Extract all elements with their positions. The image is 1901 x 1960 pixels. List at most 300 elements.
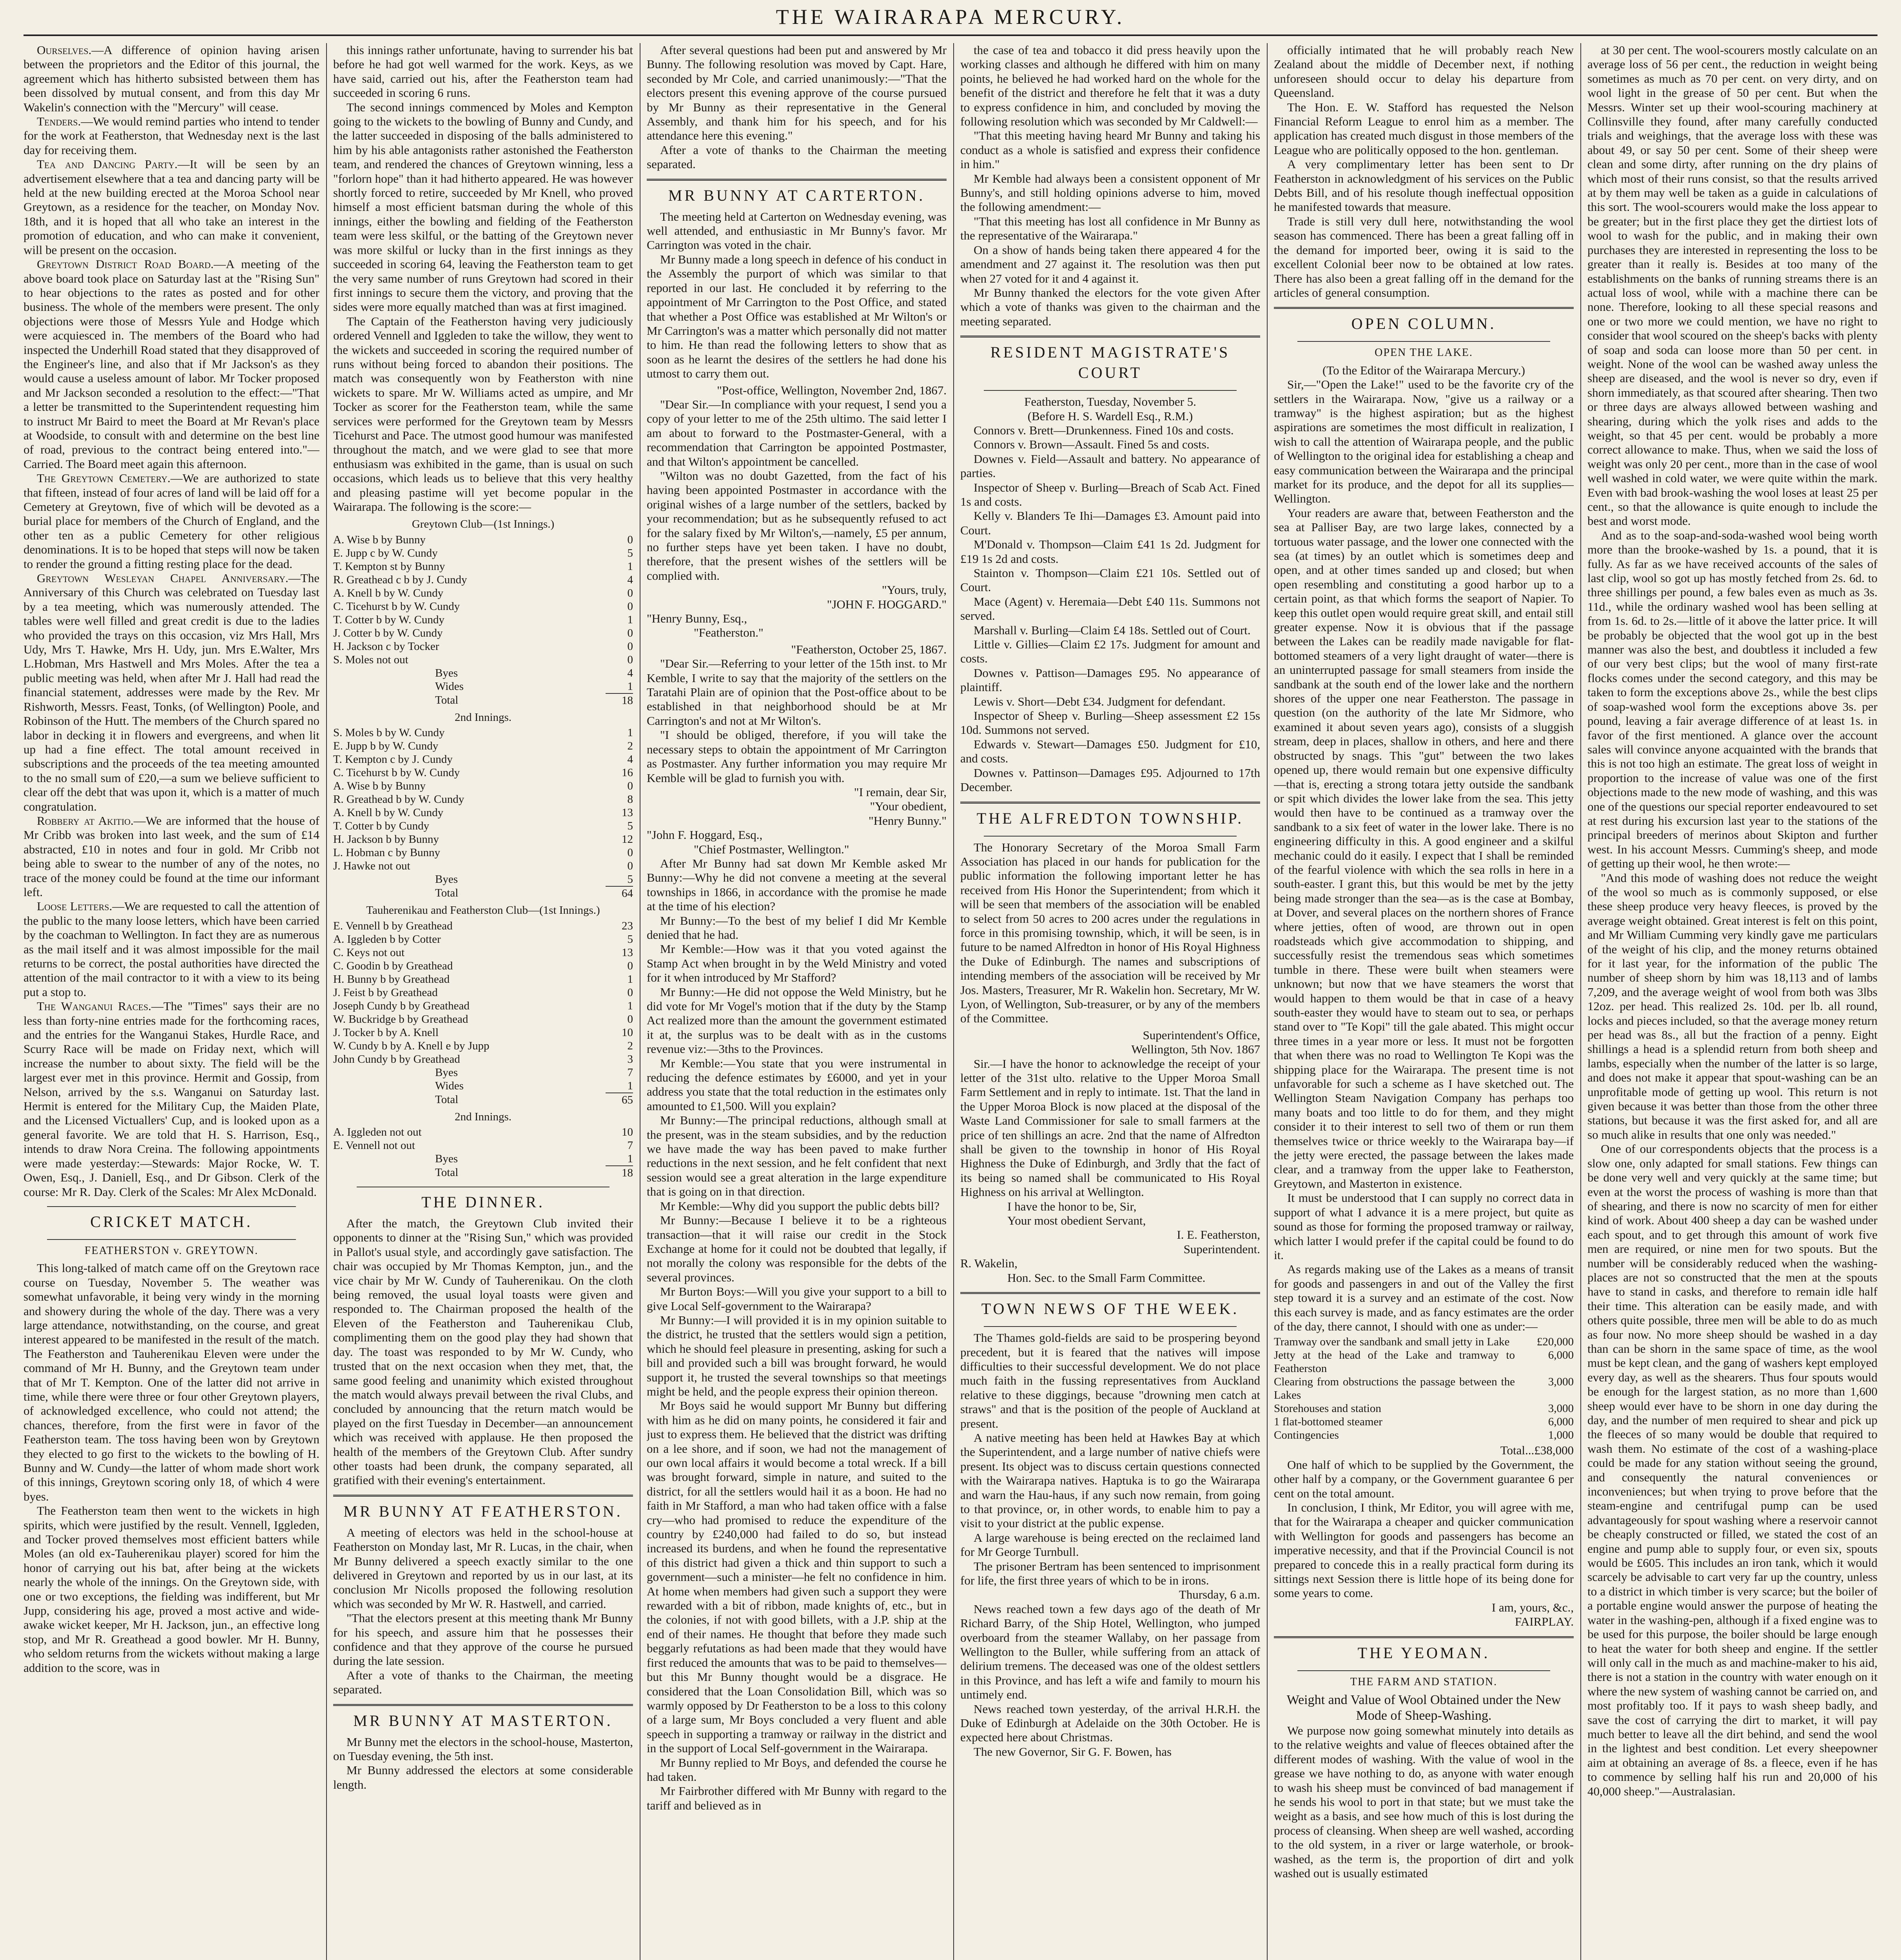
letter-recipient: "John F. Hoggard, Esq.,	[647, 828, 763, 842]
local-news	[24, 43, 319, 1199]
news-run-in-heading: Robbery at Akitio.	[37, 813, 134, 828]
scorecard-row	[333, 819, 633, 833]
news-run-in-heading: The Greytown Cemetery.	[37, 471, 171, 485]
scorecard-extras	[333, 680, 633, 693]
batsman: S. Moles b by W. Cundy	[333, 726, 445, 739]
yeoman-headline: Weight and Value of Wool Obtained under the New Mode of Sheep-Washing.	[1286, 1693, 1561, 1723]
runs: 8	[627, 793, 633, 806]
batsman: C. Goodin b by Greathead	[333, 959, 453, 972]
letter-signer: FAIRPLAY.	[1515, 1615, 1574, 1629]
scorecard-row	[333, 533, 633, 546]
masthead-rule	[24, 34, 1877, 36]
batsman: H. Jackson b by Bunny	[333, 833, 439, 846]
court-cases	[960, 423, 1260, 795]
carterton-resolution	[960, 43, 1260, 328]
batsman: John Cundy b by Greathead	[333, 1053, 460, 1065]
section-divider	[1297, 1670, 1550, 1671]
bunny-masterton-paragraph: Mr Bunny met the electors in the school-house, Masterton, on Tuesday evening, the 5th inst.	[333, 1735, 633, 1763]
scorecard-row	[333, 1026, 633, 1039]
open-column-paragraph: As regards making use of the Lakes as a means of transit for goods and passengers in and out of the Valley the first step toward it is a survey and an estimate of the cost. Now this each survey is made, and as fancy estimates are the order of the day, there cannot, I should with one as under:—	[1274, 1262, 1574, 1333]
yeoman-heading: THE YEOMAN.	[1357, 1644, 1490, 1662]
scorecard-row	[333, 986, 633, 999]
runs: 16	[622, 766, 633, 779]
carterton-paragraph: "That this meeting having heard Mr Bunny and taking his conduct as a whole is satisfied and express their confidence in him."	[960, 129, 1260, 171]
runs: 3	[627, 1053, 633, 1065]
letter-dateline: Wellington, 5th Nov. 1867	[1131, 1042, 1260, 1056]
scorecard-row	[333, 1013, 633, 1026]
news-run-in-heading: Greytown Wesleyan Chapel Anniversary.	[37, 571, 288, 585]
letter-close: "Your obedient,	[870, 799, 947, 813]
batsman: A. Iggleden not out	[333, 1126, 422, 1139]
batsman: E. Vennell b by Greathead	[333, 919, 453, 932]
dinner-heading: THE DINNER.	[421, 1193, 545, 1211]
carterton-paragraph: Mr Bunny made a long speech in defence of his conduct in the Assembly the purport of which was similar to that reported in our last. He concluded it by referring to the appointment of Mr Carrington to the Post Office, and stated that whether a Post Office was established at Mr Wilton's or Mr Carrington's was a matter which personally did not matter to him. He than read the following letters to show that as soon as he learnt the desires of the settlers he had done his utmost to carry them out.	[647, 252, 947, 381]
scorecard-row	[333, 1053, 633, 1066]
carterton-paragraph: Mr Kemble:—Why did you support the public debts bill?	[660, 1199, 940, 1213]
town-news-heading: TOWN NEWS OF THE WEEK.	[981, 1300, 1239, 1318]
cricket-paragraph: This long-talked of match came off on the Greytown race course on Tuesday, November 5. The weather was somewhat unfavorable, it being very windy in the morning and showery during the whole of the day. There was a very large attendance, notwithstanding, on the course, and great interest appeared to be manifested in the result of the match. The Featherston and Tauherenikau Eleven were under the command of Mr H. Bunny, and the Greytown team under that of Mr T. Kempton. One of the latter did not arrive in time, while there were three or four other Greytown players, of acknowledged excellence, who could not attend; the chances, therefore, from the first were in favor of the Featherston team. The toss having been won by Greytown they elected to go first to the wickets to the bowling of H. Bunny and W. Cundy—the latter of whom made short work of this innings, Greytown scoring only 18, of which 4 were byes.	[24, 1261, 319, 1503]
section-divider	[984, 390, 1237, 391]
carterton-paragraph: Mr Burton Boys:—Will you give your support to a bill to give Local Self-government to the Wairarapa?	[647, 1285, 947, 1313]
batsman: Joseph Cundy b by Greathead	[333, 999, 470, 1012]
estimate-table	[1274, 1335, 1574, 1442]
runs: 64	[606, 886, 633, 900]
cricket-paragraph: The second innings commenced by Moles and Kempton going to the wickets to the bowling of Bunny and Cundy, and the latter succeeded in disposing of the balls administered to him by his able antagonists rather astonished the Featherston team, and rendered the chances of Greytown winning, less a "forlorn hope" than it had hitherto appeared. He was however shortly forced to retire, succeeded by Mr Knell, who proved himself a most efficient batsman during the whole of this innings, either the bowling and fielding of the Featherston team were less skilful, or the batting of the Greytown never was more skilful or lucky than in the first innings as they succeeded in scoring 64, leaving the Featherston team to get the very same number of runs Greytown had scored in their first innings to secure them the victory, and proving that the sides were more equally matched than was at first imagined.	[333, 100, 633, 314]
town-news-paragraph: Trade is still very dull here, notwithstanding the wool season has commenced. There has been a great falling off in the demand for imported beer, owing it is said to the excellent Colonial beer now to be obtained at low rates. There has also been a great falling off in the demand for the articles of general consumption.	[1274, 214, 1574, 299]
batsman: J. Cotter b by W. Cundy	[333, 626, 443, 639]
batsman: R. Greathead c b by J. Cundy	[333, 573, 467, 586]
section-divider	[984, 836, 1237, 837]
batsman: Byes	[435, 873, 458, 886]
court-case: Inspector of Sheep v. Burling—Breach of Scab Act. Fined 1s and costs.	[960, 480, 1260, 508]
estimate-row	[1274, 1375, 1574, 1402]
carterton-paragraph: Mr Bunny:—To the best of my belief I did Mr Kemble denied that he had.	[647, 913, 947, 942]
column-rule	[1580, 43, 1581, 1960]
batsman: T. Cotter b by W. Cundy	[333, 613, 444, 626]
runs: 13	[622, 946, 633, 959]
carterton-paragraph: Mr Bunny:—The principal reductions, although small at the present, was in the steam subsidies, and by the reduction we have made the way has been paved to make further reductions in the next session, and he felt confident that next session would see a great alteration in the large expenditure that is going on in that direction.	[647, 1113, 947, 1199]
letter-body: "Dear Sir.—Referring to your letter of the 15th inst. to Mr Kemble, I write to say that the majority of the settlers on the Taratahi Plain are of opinion that the Post-office about to be established in that neighborhood should be at Mr Carrington's and not at Mr Wilton's.	[647, 657, 947, 728]
letter-body: "Dear Sir.—In compliance with your request, I send you a copy of your letter to me of the 25th ultimo. The said letter I am about to forward to the Postmaster-General, with a recommendation that Carrington be appointed Postmaster, and that Wilton's appointment be cancelled.	[647, 397, 947, 468]
estimate-amount: 6,000	[1548, 1416, 1574, 1428]
carterton-paragraph: Mr Bunny:—I will provided it is in my opinion suitable to the district, he trusted that the settlers would sign a petition, which he should feel pleasure in presenting, asking for such a bill and provided such a bill was brought forward, he would support it, he trusted the several townships so that meetings might be held, and the people express their opinion thereon.	[647, 1313, 947, 1398]
scorecard-row	[333, 1039, 633, 1053]
town-news-paragraph: The Thames gold-fields are said to be prospering beyond precedent, but it is feared that the natives will impose difficulties to their successful development. We do not place much faith in the fussing representatives from Auckland relative to these diggings, because "drowning men catch at straws" and that is the position of the people of Auckland at present.	[960, 1331, 1260, 1430]
open-column-subheading: OPEN THE LAKE.	[1375, 347, 1473, 359]
town-news-time: Thursday, 6 a.m.	[1179, 1588, 1260, 1602]
letter-signer: "Henry Bunny."	[869, 813, 947, 828]
letter-close: "I remain, dear Sir,	[854, 785, 947, 799]
batsman: Byes	[435, 1066, 458, 1079]
letter-signer-role: Superintendent.	[1183, 1242, 1260, 1256]
runs: 2	[627, 1039, 633, 1052]
bunny-featherston-paragraph: A meeting of electors was held in the school-house at Featherston on Monday last, Mr R. Lucas, in the chair, when Mr Bunny delivered a speech exactly similar to the one delivered in Greytown and reported by us in our last, at its conclusion Mr Nicolls proposed the following resolution which was seconded by Mr W. R. Hastwell, and carried.	[333, 1525, 633, 1611]
court-case: Lewis v. Short—Debt £34. Judgment for defendant.	[974, 694, 1226, 708]
scorecard-row	[333, 959, 633, 973]
scorecard-row	[333, 859, 633, 873]
letter-close: I am, yours, &c.,	[1491, 1600, 1574, 1614]
section-divider	[1274, 307, 1574, 309]
batsman: H. Jackson c by Tocker	[333, 640, 439, 653]
scorecard-row	[333, 546, 633, 560]
yeoman-paragraph: We purpose now going somewhat minutely into details as to the relative weights and value of fleeces obtained after the different modes of washing. With the value of wool in the grease we have nothing to do, as anyone with water enough to wash his sheep must be convinced of bad management if he sends his wool to port in that state; but we must take the weight as a basis, and see how much of this is lost during the process of cleansing. When sheep are well washed, according to the old system, in a river or large waterhole, or brook-washed, as the term is, the proportion of dirt and yolk washed out is usually estimated	[1274, 1724, 1574, 1880]
alfredton-heading: THE ALFREDTON TOWNSHIP.	[976, 809, 1244, 827]
runs: 18	[606, 693, 633, 707]
runs: 65	[606, 1093, 633, 1107]
masterton-paragraph: After several questions had been put and answered by Mr Bunny. The following resolution was moved by Capt. Hare, seconded by Mr Cole, and carried unanimously:—"That the electors present this evening approve of the course pursued by Mr Bunny as their representative in the General Assembly, and thank him for his speech, and for his attendance here this evening."	[647, 43, 947, 143]
column-rule	[1267, 43, 1268, 1960]
runs: 10	[622, 1126, 633, 1139]
bunny-featherston-paragraph: After a vote of thanks to the Chairman, the meeting separated.	[333, 1668, 633, 1697]
runs: 4	[627, 573, 633, 586]
section-divider	[984, 1326, 1237, 1327]
letter-body: "I should be obliged, therefore, if you will take the necessary steps to obtain the appointment of Mr Carrington as Postmaster. Any further information you may require Mr Kemble will be glad to furnish you with.	[647, 728, 947, 785]
runs: 2	[627, 740, 633, 753]
yeoman-paragraph: One of our correspondents objects that the process is a slow one, only adapted for small stations. Few things can be done very well and very quickly at the same time; but even at the worst the process of washing is more than that of shearing, and there is now no scarcity of men for either kind of work. About 400 sheep a day can be washed under each spout, and to get through this amount of work five men are required, or nine men for two spouts. But the number will be considerably reduced when the washing-places are not so constructed that the men at the spouts have to stand in casks, and therefore to remain idle half their time. This alteration can be easily made, and with others quite possible, three men will be able to do as much as four now. No more sheep should be washed in a day than can be shorn in the same space of time, as the wool must be kept clean, and the gang of washers kept employed every day, as well as the shearers. Thus four spouts would be enough for the largest station, as no more than 1,600 sheep would ever have to be shorn in one day during the day, and the number of men required to shear and pick up the fleeces of so many would be double that required to wash them. No estimate of the cost of a washing-place could be made for any station without seeing the ground, and consequently the natural conveniences or inconveniences; but when trying to prove before that the steam-engine and centrifugal pump can be used advantageously for spout washing where a reservoir cannot be cheaply constructed or filled, we stated the cost of an engine and pump able to supply four, or even six, spouts would be £605. This includes an iron tank, which it would scarcely be advisable to cart very far up the country, unless to a district in which timber is very scarce; but the boiler of a portable engine would answer the purpose of heating the water in the washing-pen, although if a fixed engine was to be used for this purpose, the boiler should be large enough to heat the water for both sheep and engine. If the settler will only call in the much as and machine-maker to his aid, there is not a station in the country with water enough on it where the new system of washing cannot be carried on, and most profitably too. If it pays to wash sheep badly, and save the cost of carrying the dirt to market, it will pay much better to leave all the dirt behind, and send the wool in the lightest and best condition. Let every sheepowner aim at obtaining an average of 8s. a fleece, even if he has to commence by selling half his run and 20,000 of his 40,000 sheep."—Australasian.	[1587, 1142, 1877, 1798]
yeoman-paragraph: at 30 per cent. The wool-scourers mostly calculate on an average loss of 56 per cent., the reduction in weight being sometimes as much as 70 per cent. on very dirty, and on wool light in the grease of 50 per cent. But when the Messrs. Winter set up their wool-scouring machinery at Collinsville they found, after many carefully conducted trials and weighings, that the average loss with these was about 49, or say 50 per cent. Some of their sheep were clean and some dirty, after running on the dry plains of which most of their runs consist, so that the results arrived at by them may well be taken as a guide in calculations of this sort. The wool-scourers would make the loss appear to be greater; but in the first place they get the dirtiest lots of wool to wash for the public, and in making their own purchases they are interested in representing the loss to be greater than it really is. Besides at too many of the establishments on the banks of running streams there is an actual loss of wool, while with a machine there can be none. Therefore, looking to all these special reasons and one or two more we could mention, we have no right to consider that wool scoured on the sheep's backs with plenty of soap and soda can loose more than 50 per cent. in weight. None of the wool can be washed away unless the sheep are diseased, and the wool is never so dry, even if shorn immediately, as that scoured after shearing. Then two or three days are always allowed between washing and shearing, during which the yolk rises and adds to the weight, so that 45 per cent. would be probably a more correct allowance to make. Thus, when we said the loss of weight was only 20 per cent., more than in the case of wool well washed in cold water, we were quite within the mark. Even with bad brook-washing the wool loses at least 25 per cent., so that the allowance is quite enough to include the best and worst mode.	[1587, 43, 1877, 528]
batsman: C. Ticehurst b by W. Cundy	[333, 600, 460, 613]
scorecard-row	[333, 753, 633, 766]
masthead-title: THE WAIRARAPA MERCURY.	[776, 5, 1125, 29]
yeoman-paragraph: "And this mode of washing does not reduce the weight of the wool so much as is commonly supposed, or else these sheep produce very heavy fleeces, is proved by the average weight obtained. Great interest is felt on this point, and Mr William Cumming very kindly gave me particulars of the weight of his clip, and the money returns obtained for it last year, for the information of the public The number of sheep shorn by him was 18,113 and of lambs 7,209, and the average weight of wool from both was 3lbs 12oz. per head. This realized 2s. 10d. per lb. all round, locks and pieces included, so that the average money return per head was 8s., all but the fraction of a penny. Eight shillings a head is a splendid return from both sheep and lambs, especially when the number of the latter is so large, and does not make it appear that spout-washing can be an unprofitable mode of getting up wool. This return is not given because it was better than those from the other three stations, but because it was the first asked for, and all are so much alike in results that one only was needed."	[1587, 871, 1877, 1142]
runs: 5	[627, 546, 633, 559]
town-news-paragraph: officially intimated that he will probably reach New Zealand about the middle of December next, if nothing unforeseen should occur to delay his departure from Queensland.	[1274, 43, 1574, 100]
estimate-amount: 1,000	[1548, 1429, 1574, 1442]
scorecard-table	[333, 726, 633, 900]
column-6	[1587, 43, 1877, 1960]
batsman: E. Jupp c by W. Cundy	[333, 546, 438, 559]
estimate-item: 1 flat-bottomed steamer	[1274, 1416, 1383, 1428]
letter-dateline: "Featherston, October 25, 1867.	[791, 642, 947, 656]
runs: 0	[627, 626, 633, 639]
scorecard-extras	[333, 1152, 633, 1166]
estimate-item: Contingencies	[1274, 1429, 1339, 1442]
runs: 12	[622, 833, 633, 846]
open-column-letter	[1274, 1458, 1574, 1601]
scorecard-row	[333, 999, 633, 1013]
scorecard-row	[333, 846, 633, 859]
news-text: —We are authorized to state that fifteen, instead of four acres of land will be laid off for a Cemetery at Greytown, five of which will be devoted as a burial place for members of the Church of England, and the other ten as a public Cemetery for other religious denominations. It is to be hoped that steps will now be taken to render the ground a fitting resting place for the dead.	[24, 471, 319, 571]
scorecard-row	[333, 1139, 633, 1152]
runs: 0	[627, 653, 633, 666]
cricket-paragraph: The Captain of the Featherston having very judiciously ordered Vennell and Iggleden to take the willow, they went to the wickets and succeeded in scoring the required number of runs without being forced to abandon their positions. The match was consequently won by Featherston with nine wickets to spare. Mr W. Williams acted as umpire, and Mr Tocker as scorer for the Featherston team, while the same services were performed for the Greytown team by Messrs Ticehurst and Pace. The utmost good humour was manifested throughout the match, and we were glad to see that more enthusiasm was exhibited in the game, than is usual on such occasions, which leads us to believe that this very healthy and pleasing pastime will yet become popular in the Wairarapa. The following is the score:—	[333, 314, 633, 514]
letter-close: "Yours, truly,	[882, 583, 947, 597]
batsman: E. Jupp b by W. Cundy	[333, 740, 439, 753]
letter-recipient: "Henry Bunny, Esq.,	[647, 612, 747, 626]
news-run-in-heading: Loose Letters.	[37, 899, 112, 913]
scorecard-row	[333, 726, 633, 739]
runs: 0	[627, 846, 633, 859]
scorecard-row	[333, 560, 633, 573]
runs: 0	[627, 986, 633, 999]
cricket-paragraph: this innings rather unfortunate, having to surrender his bat before he had got well warmed for the work. Keys, as we have said, carried out his, after the Featherston team had succeeded in scoring 6 runs.	[333, 43, 633, 100]
dinner-paragraph: After the match, the Greytown Club invited their opponents to dinner at the "Rising Sun," which was provided in Pallot's usual style, and accordingly gave satisfaction. The chair was occupied by Mr Thomas Kempton, jun., and the vice chair by Mr W. Cundy of Tauherenikau. On the cloth being removed, the usual loyal toasts were given and responded to. The Chairman proposed the health of the Eleven of the Featherston and Tauherenikau Club, complimenting them on the good play they had shown that day. The toast was responded to by Mr W. Cundy, who trusted that on the next occasion when they met, that, the same good feeling and unanimity which existed throughout the match would always prevail between the rival Clubs, and concluded by announcing that the return match would be played on the first Tuesday in December—an announcement which was received with applause. He then proposed the health of the members of the Greytown Club. After sundry other toasts had been drunk, the company separated, all gratified with their evening's entertainment.	[333, 1216, 633, 1487]
news-run-in-heading: Tea and Dancing Party.	[37, 157, 178, 171]
scorecard-row	[333, 626, 633, 640]
estimate-item: Jetty at the head of the Lake and tramway to Featherston	[1274, 1349, 1515, 1375]
scorecard-table	[333, 919, 633, 1107]
estimate-amount: 3,000	[1548, 1402, 1574, 1415]
carterton-paragraph: Mr Bunny:—Because I believe it to be a righteous transaction—that it will raise our credit in the Stock Exchange at home for it could not be doubted that legally, if not morally the colony was responsible for the debts of the several provinces.	[647, 1213, 947, 1284]
news-run-in-heading: The Wanganui Races.	[37, 999, 151, 1013]
batsman: E. Vennell not out	[333, 1139, 415, 1152]
open-column-paragraph: Sir,—"Open the Lake!" used to be the favorite cry of the settlers in the Wairarapa. Now, "give us a railway or a tramway" is the highest aspiration; but as the highest aspirations are sometimes the most difficult in realization, I wish to call the attention of Wairarapa people, and the public of Wellington to the original idea for establishing a cheap and easy communication between the Wairarapa and the principal market for its produce, and the depot for all its supplies—Wellington.	[1274, 377, 1574, 506]
batsman: A. Wise b by Bunny	[333, 533, 426, 546]
court-case: Connors v. Brown—Assault. Fined 5s and costs.	[974, 437, 1210, 452]
news-paragraph	[24, 43, 319, 114]
estimate-amount: 3,000	[1548, 1376, 1574, 1388]
cricket-heading: CRICKET MATCH.	[90, 1212, 253, 1230]
town-news	[1274, 43, 1574, 300]
batsman: S. Moles not out	[333, 653, 408, 666]
news-text: —A difference of opinion having arisen between the proprietors and the Editor of this journal, the agreement which has hitherto subsisted between them has been dissolved by mutual consent, and from this day Mr Wakelin's connection with the "Mercury" will cease.	[24, 43, 319, 114]
scorecard-row	[333, 653, 633, 666]
runs: 1	[627, 613, 633, 626]
estimate-amount: 6,000	[1548, 1349, 1574, 1362]
runs: 0	[627, 586, 633, 599]
court-heading: RESIDENT MAGISTRATE'S COURT	[990, 343, 1230, 382]
runs: 4	[627, 666, 633, 679]
section-divider	[333, 1704, 633, 1706]
court-case: Marshall v. Burling—Claim £4 18s. Settled out of Court.	[974, 623, 1251, 637]
court-case: Mace (Agent) v. Heremaia—Debt £40 11s. Summons not served.	[960, 594, 1260, 623]
scorecard-total	[333, 1166, 633, 1180]
scorecard-title: 2nd Innings.	[455, 1110, 512, 1123]
news-run-in-heading: Greytown District Road Board.	[37, 257, 214, 271]
runs: 18	[606, 1166, 633, 1180]
news-run-in-heading: Ourselves.	[37, 43, 92, 57]
estimate-row	[1274, 1402, 1574, 1415]
estimate-row	[1274, 1415, 1574, 1428]
open-column-paragraph: In conclusion, I think, Mr Editor, you will agree with me, that for the Wairarapa a cheaper and quicker communication with Wellington for goods and passengers has become an imperative necessity, and that if the Provincial Council is not prepared to concede this in a really practical form during its sittings next Session there is little hope of its being done for some years to come.	[1274, 1500, 1574, 1600]
letter-place: "Featherston."	[694, 626, 764, 640]
news-text: —The "Times" says their are no less than forty-nine entries made for the forthcoming races, and the entries for the Wanganui Stakes, Hurdle Race, and Scurry Race will be made on Friday next, which will increase the number to about sixty. The field will be the largest ever met in this province. Hermit and Gossip, from Nelson, arrived by the s.s. Wanganui on Saturday last. Hermit is entered for the Military Cup, the Maiden Plate, and the Licensed Victuallers' Cup, and is looked upon as a general favorite. We are told that H. S. Harrison, Esq., intends to draw Nora Creina. The following appointments were made yesterday:—Stewards: Major Rocke, W. T. Owen, Esq., J. Daniell, Esq., and Dr Gibson. Clerk of the course: Mr R. Day. Clerk of the Scales: Mr Alex McDonald.	[24, 999, 319, 1199]
scorecard-row	[333, 613, 633, 626]
estimate-row	[1274, 1428, 1574, 1442]
section-divider	[647, 179, 947, 181]
batsman: A. Iggleden b by Cotter	[333, 933, 441, 946]
open-column-paragraph: It must be understood that I can supply no correct data in support of what I advance it is a mere project, but quite as sound as those for forming the proposed tramway or railway, which latter I would prefer if the capital could be found to do it.	[1274, 1191, 1574, 1262]
court-dateline: Featherston, Tuesday, November 5.	[1024, 395, 1196, 409]
news-text: —We would remind parties who intend to tender for the work at Featherston, that Wednesday next is the last day for receiving them.	[24, 114, 319, 157]
news-paragraph	[24, 157, 319, 257]
letter-close: Your most obedient Servant,	[1007, 1214, 1146, 1228]
letter-body: "Wilton was no doubt Gazetted, from the fact of his having been appointed Postmaster in accordance with the original wishes of a large number of the settlers, backed by your recommendation; but as he subsequently refused to act for the salary fixed by Mr Wilton's,—namely, £5 per annum, no further steps have yet been taken. I have no doubt, therefore, that the present wishes of the settlers will be complied with.	[647, 468, 947, 583]
scorecard-row	[333, 779, 633, 793]
carterton-paragraph: Mr Kemble had always been a consistent opponent of Mr Bunny's, and still holding opinions adverse to him, moved the following amendment:—	[960, 171, 1260, 214]
batsman: Total	[435, 1093, 459, 1106]
open-column-letter	[1274, 377, 1574, 1334]
runs: 7	[627, 1066, 633, 1079]
section-divider	[1297, 341, 1550, 342]
town-news-paragraph: News reached town yesterday, of the arrival H.R.H. the Duke of Edinburgh at Adelaide on the 30th October. He is expected here about Christmas.	[960, 1702, 1260, 1744]
runs: 10	[622, 1026, 633, 1039]
runs: 4	[627, 753, 633, 766]
town-news-paragraph: A native meeting has been held at Hawkes Bay at which the Superintendent, and a large number of native chiefs were present. Its object was to discuss certain questions connected with the Wairarapa natives. Haptuka is to go the Wairarapa and warn the Hau-haus, if any such now remain, from going to that province, or, in other words, to enable him to pay a visit to your district at the public expense.	[960, 1430, 1260, 1530]
batsman: A. Knell b by W. Cundy	[333, 586, 444, 599]
runs: 1	[627, 680, 633, 693]
scorecard-extras	[333, 666, 633, 680]
town-news-paragraph: The new Governor, Sir G. F. Bowen, has	[974, 1744, 1172, 1759]
scorecard-row	[333, 573, 633, 586]
batsman: J. Hawke not out	[333, 860, 410, 873]
section-divider	[960, 1292, 1260, 1294]
runs: 13	[622, 806, 633, 819]
town-news-paragraph: A large warehouse is being erected on the reclaimed land for Mr George Turnbull.	[960, 1530, 1260, 1559]
bunny-carterton-heading: MR BUNNY AT CARTERTON.	[668, 186, 925, 204]
column-rule	[953, 43, 954, 1960]
carterton-paragraph: Mr Bunny:—He did not oppose the Weld Ministry, but he did vote for Mr Vogel's motion that if the duty by the Stamp Act realized more than the amount the government estimated it at, the surplus was to be dealt with as in the customs revenue viz:—3ths to the Provinces.	[647, 985, 947, 1056]
batsman: H. Bunny b by Greathead	[333, 973, 450, 985]
carterton-paragraph: Mr Bunny thanked the electors for the vote given After which a vote of thanks was given to the chairman and the meeting separated.	[960, 285, 1260, 328]
news-paragraph	[24, 571, 319, 814]
yeoman-paragraph: And as to the soap-and-soda-washed wool being worth more than the brooke-washed by 1s. a pound, that it is fully. As far as we have received accounts of the sales of last clip, wool so got up has mostly fetched from 2s. 6d. to three shillings per pound, a few bales even as much as 3s. 11d., while the ordinary washed wool has been selling at from 1s. 6d. to 2s.—little of it above the latter price. It will be probably be objected that the wool got up in the best manner was also the best, and doubtless it included a few of our very best clips; but the wool of many first-rate flocks comes under the second category, and this may be taken to form the exceptions above 2s., while the best clips of soap-washed wool form the exceptions above 3s. per pound, leaving a fair average difference of at least 1s. in favor of the first mentioned. A glance over the account sales will convince anyone acquainted with the brands that this is not too high an estimate. The great loss of weight in proportion to the increase of value was one of the first objections made to the new mode of washing, and this was one of the questions our special reporter endeavoured to set at rest during his excursion last year to the stations of the principal breeders of merinos about Skipton and further west. In his account Messrs. Cumming's sheep, and mode of getting up their wool, he then wrote:—	[1587, 528, 1877, 871]
carterton-paragraph: The meeting held at Carterton on Wednesday evening, was well attended, and enthusiastic in Mr Bunny's favor. Mr Carrington was voted in the chair.	[647, 209, 947, 252]
runs: 0	[627, 860, 633, 873]
scorecard-table	[333, 533, 633, 707]
scorecard-row	[333, 600, 633, 613]
section-divider	[960, 802, 1260, 804]
bunny-featherston-heading: MR BUNNY AT FEATHERSTON.	[343, 1502, 623, 1520]
runs: 7	[627, 1139, 633, 1152]
section-divider	[960, 336, 1260, 338]
estimate-item: Tramway over the sandbank and small jetty in Lake	[1274, 1336, 1510, 1348]
batsman: A. Knell b by W. Cundy	[333, 806, 444, 819]
letter-recipient: R. Wakelin,	[960, 1256, 1018, 1270]
batsman: Total	[435, 887, 459, 900]
batsman: R. Greathead b by W. Cundy	[333, 793, 464, 806]
column-5	[1274, 43, 1574, 1960]
estimate-total: Total...£38,000	[1500, 1443, 1574, 1457]
column-1	[24, 43, 319, 1960]
runs: 1	[627, 1079, 633, 1092]
runs: 5	[627, 873, 633, 886]
scorecard-row	[333, 793, 633, 806]
court-case: Downes v. Pattinson—Damages £95. Adjourned to 17th December.	[960, 766, 1260, 794]
runs: 0	[627, 600, 633, 613]
estimate-item: Storehouses and station	[1274, 1402, 1381, 1415]
batsman: W. Buckridge b by Greathead	[333, 1013, 468, 1025]
runs: 1	[627, 726, 633, 739]
runs: 5	[627, 933, 633, 946]
news-paragraph	[24, 999, 319, 1199]
batsman: J. Tocker b by A. Knell	[333, 1026, 439, 1039]
carterton-paragraph: "That this meeting has lost all confidence in Mr Bunny as the representative of the Wairarapa."	[960, 214, 1260, 243]
court-magistrate: (Before H. S. Wardell Esq., R.M.)	[1027, 409, 1193, 423]
scorecard-title: Greytown Club—(1st Innings.)	[412, 518, 555, 531]
yeoman-subheading: THE FARM AND STATION.	[1350, 1675, 1498, 1688]
batsman: Total	[435, 1166, 459, 1179]
cricket-subheading: FEATHERSTON v. GREYTOWN.	[84, 1244, 259, 1257]
letter-close: I have the honor to be, Sir,	[1007, 1199, 1137, 1213]
batsman: Wides	[435, 680, 464, 693]
runs: 0	[627, 1013, 633, 1025]
scorecard-extras	[333, 873, 633, 886]
town-news-paragraph: News reached town a few days ago of the death of Mr Richard Barry, of the Ship Hotel, Wellington, who jumped overboard from the steamer Wallaby, on her passage from Wellington to the Buller, while suffering from an attack of delirium tremens. The deceased was one of the oldest settlers in this Province, and has left a wife and family to mourn his untimely end.	[960, 1602, 1260, 1702]
scorecard-row	[333, 919, 633, 933]
court-case: Connors v. Brett—Drunkenness. Fined 10s and costs.	[974, 423, 1234, 437]
open-column-recipient: (To the Editor of the Wairarapa Mercury.)	[1322, 363, 1525, 377]
news-text: —A meeting of the above board took place on Saturday last at the "Rising Sun" to hear objections to the rates as posted and for other business. The whole of the members were present. The only objections were those of Messrs Yule and Hodge which were acquiesced in. The members of the Board who had inspected the Underhill Road stated that they disapproved of the Engineer's line, and also that if Mr Jackson's as they would cause a useless amount of labor. Mr Tocker proposed and Mr Jackson seconded a resolution to the effect:—"That a letter be transmitted to the Superintendent requesting him to instruct Mr Baird to meet the Board at Mr Revan's place at Woodside, to consult with and determine on the best line of road, previous to the contract being entered into."—Carried. The Board meet again this afternoon.	[24, 257, 319, 471]
news-run-in-heading: Tenders.	[37, 114, 81, 129]
batsman: C. Ticehurst b by W. Cundy	[333, 766, 460, 779]
town-news-paragraph: A very complimentary letter has been sent to Dr Featherston in acknowledgment of his services on the Public Debts Bill, and of his resolute though ineffectual opposition he manifested towards that measure.	[1274, 157, 1574, 214]
scorecard-row	[333, 933, 633, 946]
town-news-paragraph: The Hon. E. W. Stafford has requested the Nelson Financial Reform League to enrol him as a member. The application has created much disgust in those members of the League who are politically opposed to the hon. gentleman.	[1274, 100, 1574, 157]
scorecard-table	[333, 1125, 633, 1180]
column-4	[960, 43, 1260, 1960]
batsman: T. Kempton st by Bunny	[333, 560, 445, 573]
section-divider	[1274, 1636, 1574, 1638]
news-text: —We are informed that the house of Mr Cribb was broken into last week, and the sum of £14 abstracted, £10 in notes and four in gold. Mr Cribb not being able to swear to the number of any of the notes, no trace of the money could be found at the time our informant left.	[24, 813, 319, 899]
news-text: —It will be seen by an advertisement elsewhere that a tea and dancing party will be held at the new building erected at the Moroa School near Greytown, as a residence for the teacher, on Monday Nov. 18th, and it is hoped that all who take an interest in the promotion of education, and who can make it convenient, will be present on the occasion.	[24, 157, 319, 257]
news-paragraph	[24, 814, 319, 899]
news-paragraph	[24, 899, 319, 999]
scorecard-row	[333, 806, 633, 819]
open-column-paragraph: Your readers are aware that, between Featherston and the sea at Palliser Bay, are two large lakes, connected by a tortuous water passage, and the lower one connected with the sea (at times) by an outlet which is sometimes deep and open, and at other times sanded up and closed; but when open resembling and constituting a good harbor up to a certain point, as that which forms the seaport of Napier. To keep this outlet open would require great skill, and entail still greater expense. Now it is obvious that if the passage between the Lakes can be readily made navigable for flat-bottomed steamers of a very light draught of water—there is an uninterrupted passage for small steamers from inside the sandbank at the south end of the lower lake and the northern shores of the upper one near Featherston. The passage in question (on the authority of the late Mr Sidmore, who examined it about seven years ago), consists of a sluggish stream, deep in places, shallow in others, and here and there obstructed by snags. This "gut" between the two lakes opened up, there would remain but one expensive difficulty—that is, erecting a strong totara jetty outside the sandbank or spit which divides the lower lake from the sea. This jetty would then have to be continued as a tramway over the sandbank to a six feet of water in the lower lake. There is no engineering difficulty in this. A good engineer and a skilful mechanic could do it easily. I expect that I shall be reminded of the fearful violence with which the sea rolls in here in a south-easter. I grant this, but this would be met by the jetty being made stronger than the sea—as is the case at Bombay, at Dover, and several places on the northern shores of France where jetties, often of wood, are thrown out in open roadsteads which give accommodation to shipping, and successfully resist the tremendous seas which sometimes tumble in there. These were built when steamers were unknown; but now that we have steamers the worst that would happen to them would be that in case of a heavy south-easter they would have to steam out to sea, or perhaps stand over to "Te Kopi" till the gale abated. This might occur three times in a year more or less. It must not be forgotten that when there was no road to Wellington Te Kopi was the shipping place for the Wairarapa. The present time is not unfavorable for such a scheme as I have sketched out. The Wellington Steam Navigation Company has perhaps too many boats and too little to do for them, and they might consider it to their interest to sell two of them or run them themselves twice or thrice weekly to the Wairarapa bay—if the jetty were erected, the passage between the lakes made clear, and a tramway from the upper lake to Featherston, Greytown, and Masterton in existence.	[1274, 506, 1574, 1191]
letter-dateline: "Post-office, Wellington, November 2nd, 1867.	[717, 383, 947, 397]
carterton-paragraph: On a show of hands being taken there appeared 4 for the amendment and 27 against it. The resolution was then put when 27 voted for it and 4 against it.	[960, 243, 1260, 285]
runs: 1	[627, 973, 633, 985]
court-case: Downes v. Pattison—Damages £95. No appearance of plaintiff.	[960, 666, 1260, 694]
court-case: Downes v. Field—Assault and battery. No appearance of parties.	[960, 452, 1260, 480]
letter-signer: I. E. Featherston,	[1177, 1228, 1260, 1242]
letter-recipient-role: Hon. Sec. to the Small Farm Committee.	[1007, 1270, 1206, 1285]
scorecard-extras	[333, 1066, 633, 1079]
batsman: L. Hobman c by Bunny	[333, 846, 441, 859]
runs: 1	[627, 1152, 633, 1165]
letter-signer: "JOHN F. HOGGARD."	[827, 597, 947, 611]
scorecard-row	[333, 640, 633, 653]
column-rule	[326, 43, 327, 1960]
runs: 0	[627, 640, 633, 653]
batsman: J. Feist b by Greathead	[333, 986, 438, 999]
bunny-masterton-paragraph: Mr Bunny addressed the electors at some considerable length.	[333, 1763, 633, 1791]
news-paragraph	[24, 471, 319, 571]
runs: 1	[627, 999, 633, 1012]
open-column-heading: OPEN COLUMN.	[1351, 315, 1496, 333]
scorecard	[333, 517, 633, 1180]
scorecard-row	[333, 973, 633, 986]
court-case: Inspector of Sheep v. Burling—Sheep assessment £2 15s 10d. Summons not served.	[960, 709, 1260, 737]
scorecard-row	[333, 739, 633, 753]
estimate-row	[1274, 1348, 1574, 1375]
section-divider	[47, 1239, 296, 1240]
bunny-featherston-paragraph: "That the electors present at this meeting thank Mr Bunny for his speech, and assure him that he possesses their confidence and that they approve of the course he pursued during the late session.	[333, 1611, 633, 1668]
news-paragraph	[24, 114, 319, 157]
town-news	[960, 1331, 1260, 1588]
town-news	[960, 1602, 1260, 1759]
letter-place: "Chief Postmaster, Wellington."	[694, 842, 849, 856]
scorecard-total	[333, 886, 633, 900]
scorecard-row	[333, 833, 633, 846]
runs: 0	[627, 533, 633, 546]
scorecard-row	[333, 946, 633, 959]
runs: 0	[627, 959, 633, 972]
letter-office: Superintendent's Office,	[1143, 1028, 1260, 1042]
runs: 5	[627, 820, 633, 833]
open-column-paragraph: One half of which to be supplied by the Government, the other half by a company, or the Government guarantee 6 per cent on the total amount.	[1274, 1457, 1574, 1500]
batsman: W. Cundy b by A. Knell e by Jupp	[333, 1039, 490, 1052]
carterton-paragraph: Mr Boys said he would support Mr Bunny but differing with him as he did on many points, he considered it fair and just to express them. He believed that the district was drifting on a lee shore, and if soon, we had not the management of our own local affairs it would become a total wreck. If a bill was brought forward, simple in nature, and suited to the district, for all the settlers would hail it as a boon. He had no faith in Mr Stafford, a man who had taken office with a false cry—who had promised to reduce the expenditure of the country by £240,000 had failed to do so, but instead increased its burdens, and when he found the representative of this district had given a thick and thin support to such a government—such a minister—he felt no confidence in him. At home when members had given such a support they were rewarded with a bit of ribbon, made knights of, etc., but in the colonies, if not with good billets, with a J.P. ship at the end of their names. He thought that before they made such beggarly refutations as had been made that they would have first reduced the amounts that was to be paid to themselves—but this Mr Bunny thought would be a disgrace. He considered that the Loan Consolidation Bill, which was so warmly opposed by Dr Featherston to be a loss to this colony of a large sum, Mr Boys concluded a very fluent and able speech in supporting a tramway or railway in the district and in the support of Local Self-government in the Wairarapa.	[647, 1399, 947, 1755]
cricket-paragraph: The Featherston team then went to the wickets in high spirits, which were justified by the result. Vennell, Iggleden, and Tocker proved themselves most efficient batters while Moles (an old ex-Tauherenikau player) scored for him the honor of carrying out his bat, after being at the wickets nearly the whole of the innings. On the Greytown side, with one or two exceptions, the fielding was indifferent, but Mr Jupp, considering his age, proved a most active and wide-awake wicket keeper, Mr H. Jackson, jun., an effective long stop, and Mr R. Greathead a good bowler. Mr H. Bunny, who seldom returns from the wickets without making a large addition to the score, was in	[24, 1504, 319, 1675]
runs: 1	[627, 560, 633, 573]
batsman: T. Cotter b by Cundy	[333, 820, 430, 833]
carterton-paragraph: After Mr Bunny had sat down Mr Kemble asked Mr Bunny:—Why he did not convene a meeting at the several townships in 1866, in accordance with the promise he made at the time of his election?	[647, 856, 947, 913]
court-case: Kelly v. Blanders Te Ihi—Damages £3. Amount paid into Court.	[960, 509, 1260, 537]
estimate-amount: £20,000	[1536, 1336, 1574, 1348]
section-divider	[47, 1206, 296, 1207]
